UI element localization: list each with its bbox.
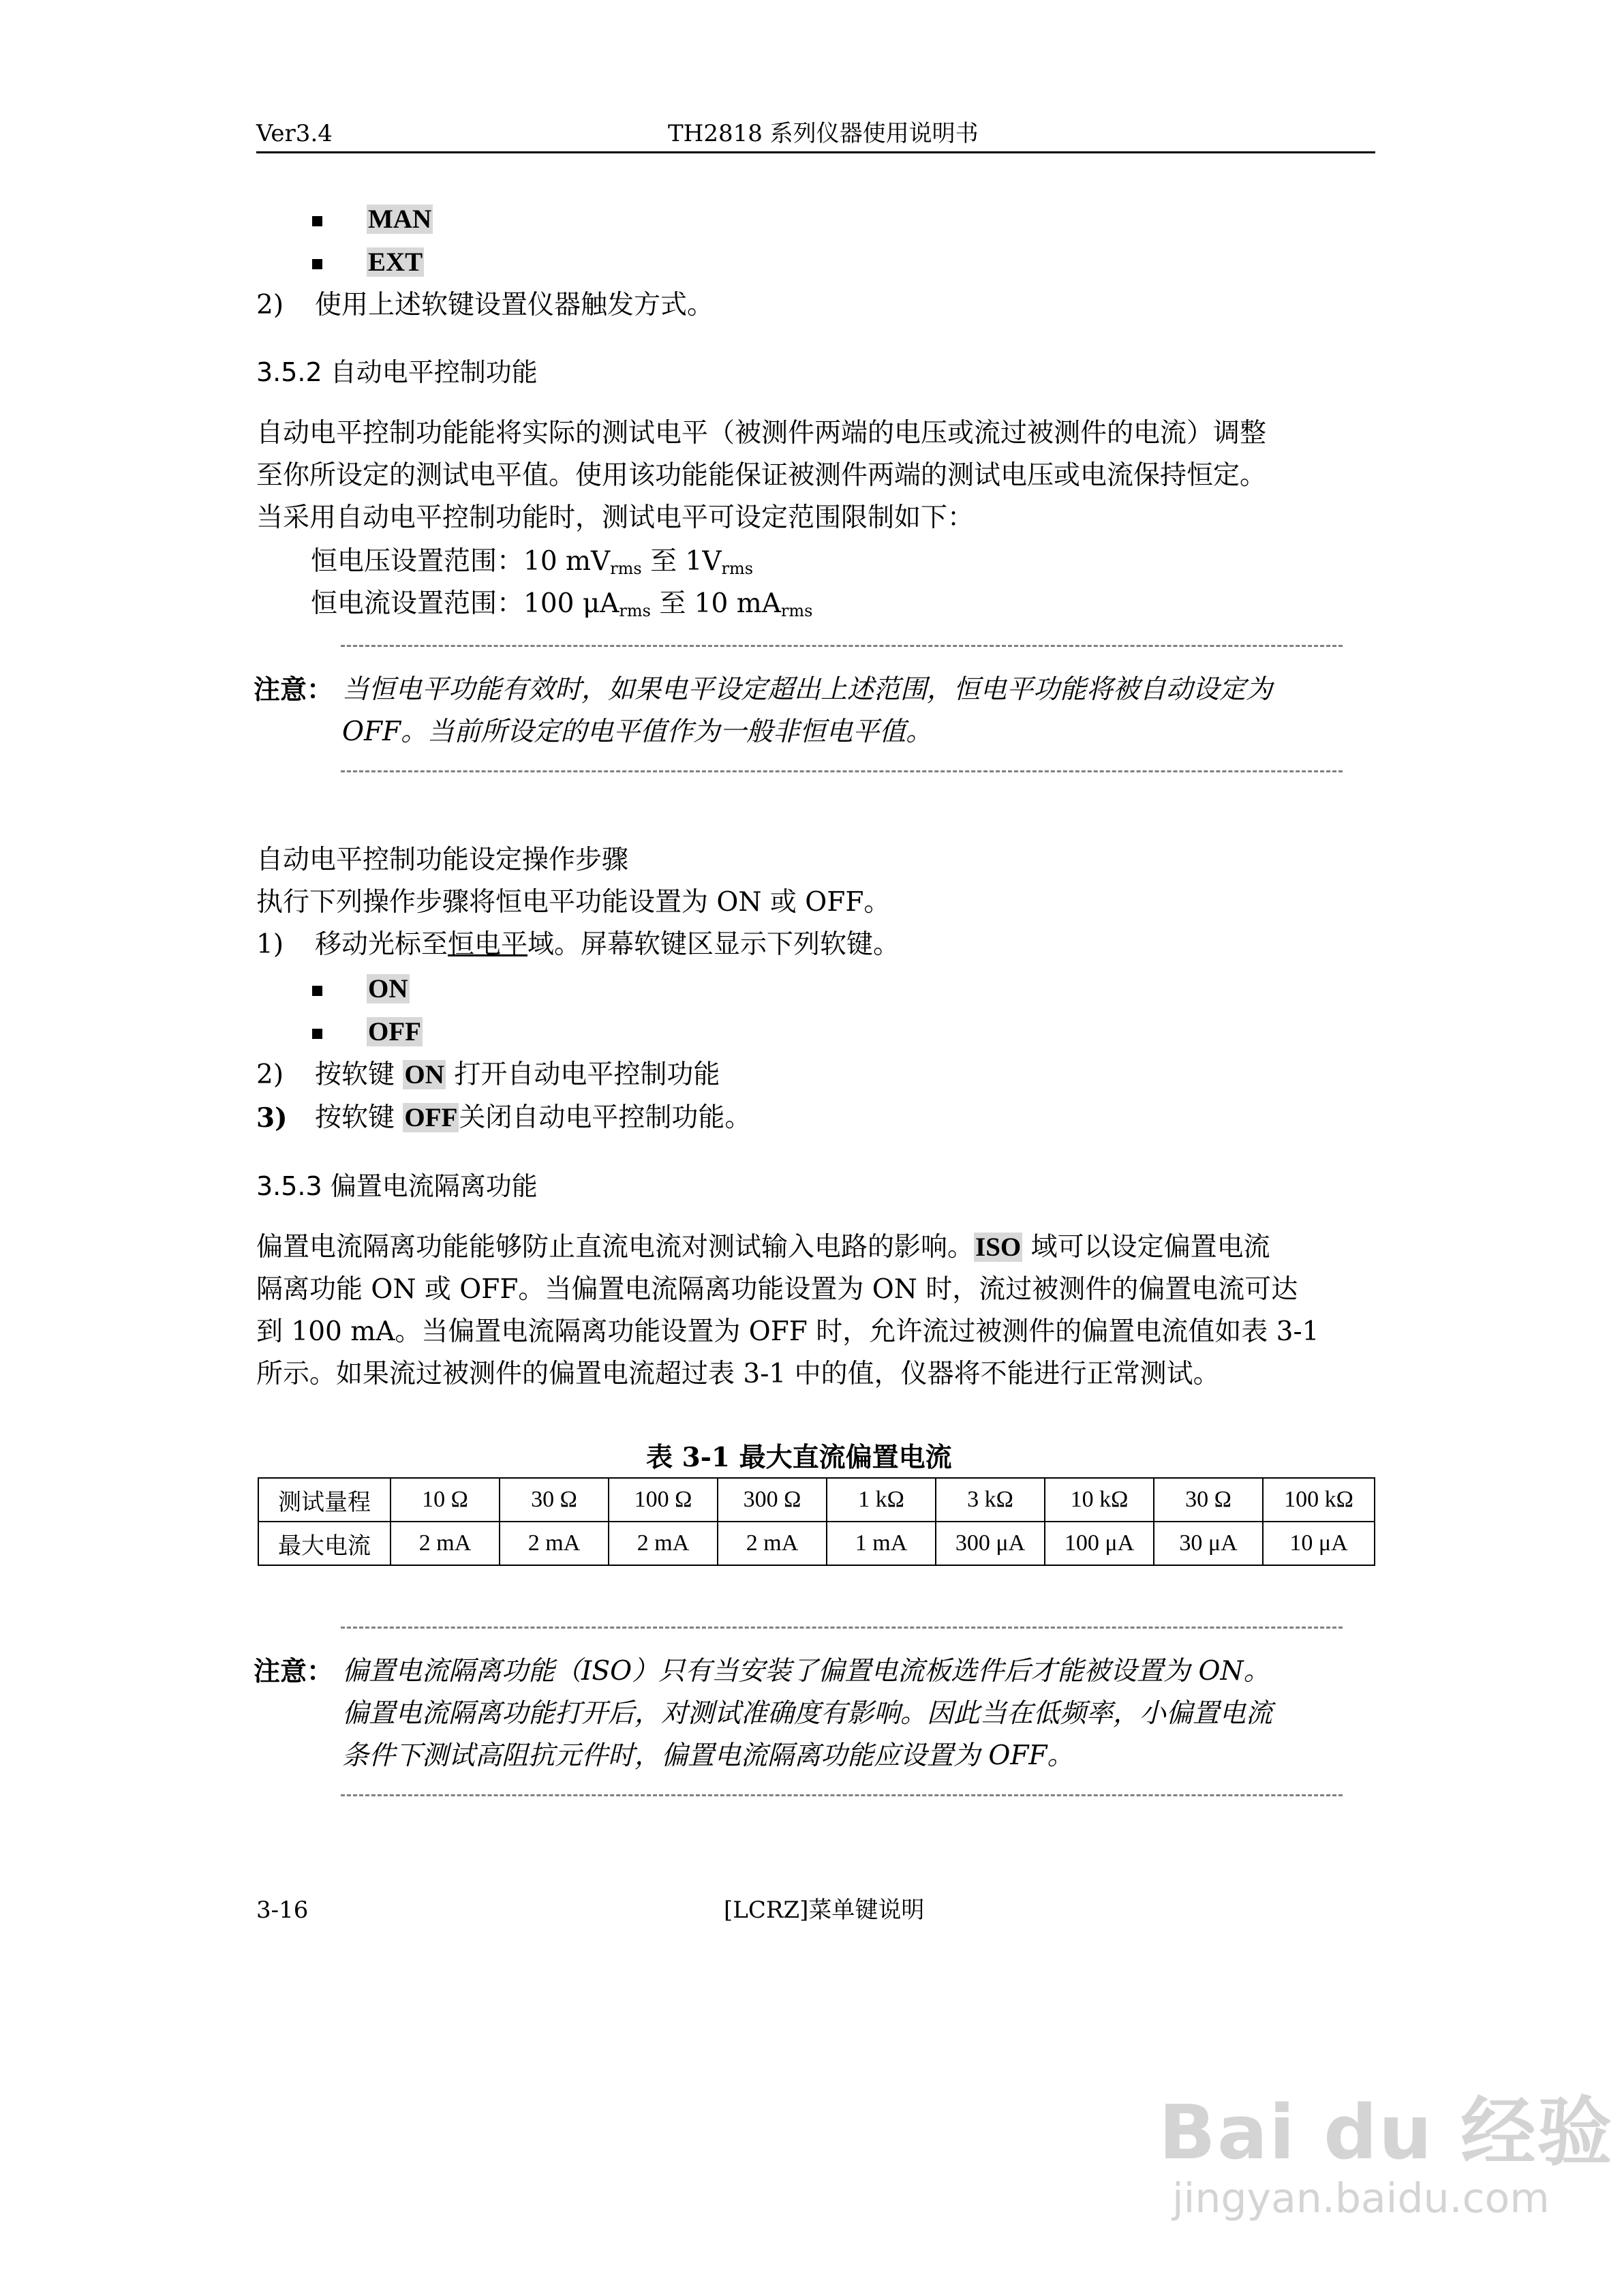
step-number: 2) (256, 1059, 284, 1090)
table-cell: 2 mA (391, 1522, 500, 1565)
table-cell: 10 μA (1263, 1522, 1375, 1565)
step-text: 移动光标至恒电平域。屏幕软键区显示下列软键。 (315, 929, 900, 960)
note-line: 条件下测试高阻抗元件时，偏置电流隔离功能应设置为 OFF。 (342, 1740, 1074, 1771)
table-cell: 100 Ω (609, 1478, 718, 1522)
voltage-range: 恒电压设置范围：10 $mV_{rms}$ 至 $1V_{rms}$ (311, 546, 754, 578)
paragraph-line: 到 100 mA。当偏置电流隔离功能设置为 OFF 时，允许流过被测件的偏置电流值如表 3-1 (256, 1316, 1319, 1347)
table-cell: 1 kΩ (827, 1478, 936, 1522)
procedure-intro: 执行下列操作步骤将恒电平功能设置为 ON 或 OFF。 (256, 887, 891, 918)
bullet-icon (312, 216, 322, 226)
paragraph-line: 隔离功能 ON 或 OFF。当偏置电流隔离功能设置为 ON 时，流过被测件的偏置电流可达 (256, 1274, 1298, 1305)
section-heading-iso: 3.5.3 偏置电流隔离功能 (256, 1171, 538, 1201)
table-row (258, 1522, 1375, 1565)
table-cell: 30 Ω (1154, 1478, 1263, 1522)
table-cell: 10 Ω (391, 1478, 500, 1522)
footer-section: [LCRZ]菜单键说明 (724, 1897, 925, 1924)
table-cell: 2 mA (500, 1522, 609, 1565)
softkey-ext: EXT (368, 247, 423, 277)
table-row-header: 最大电流 (258, 1522, 391, 1565)
note-label: 注意： (254, 674, 334, 706)
paragraph-line: 自动电平控制功能能将实际的测试电平（被测件两端的电压或流过被测件的电流）调整 (256, 418, 1267, 449)
current-range: 恒电流设置范围：100 $\mu A_{rms}$ 至 10 $mA_{rms}$ (311, 588, 813, 620)
table-cell: 100 kΩ (1263, 1478, 1375, 1522)
paragraph-line: 所示。如果流过被测件的偏置电流超过表 3-1 中的值，仪器将不能进行正常测试。 (256, 1359, 1220, 1389)
footer-page-number: 3-16 (256, 1897, 309, 1924)
paragraph-line: 当采用自动电平控制功能时，测试电平可设定范围限制如下： (256, 502, 975, 533)
step-number: 3) (256, 1102, 288, 1134)
bullet-icon (312, 1029, 322, 1039)
note-line: 偏置电流隔离功能打开后，对测试准确度有影响。因此当在低频率，小偏置电流 (342, 1698, 1273, 1729)
watermark-url: jingyan.baidu.com (1172, 2175, 1550, 2222)
step-text: 使用上述软键设置仪器触发方式。 (315, 290, 714, 320)
header-version: Ver3.4 (256, 120, 333, 147)
table-cell: 100 μA (1045, 1522, 1154, 1565)
dashed-divider (341, 770, 1343, 772)
watermark-logo: Bai du 经验 (1159, 2089, 1614, 2176)
table-row (258, 1478, 1375, 1522)
table-cell: 30 μA (1154, 1522, 1263, 1565)
table-row-header: 测试量程 (258, 1478, 391, 1522)
field-name: 恒电平 (448, 929, 528, 960)
note-line: 当恒电平功能有效时，如果电平设定超出上述范围，恒电平功能将被自动设定为 (342, 674, 1273, 705)
note-label: 注意： (254, 1656, 334, 1687)
dashed-divider (341, 645, 1343, 647)
step-text: 按软键 ON 打开自动电平控制功能 (315, 1059, 720, 1090)
note-line: 偏置电流隔离功能（ISO）只有当安装了偏置电流板选件后才能被设置为 ON。 (342, 1656, 1270, 1687)
dashed-divider (341, 1794, 1343, 1796)
paragraph-line: 至你所设定的测试电平值。使用该功能能保证被测件两端的测试电压或电流保持恒定。 (256, 460, 1267, 491)
bullet-icon (312, 986, 322, 996)
softkey-off: OFF (368, 1017, 421, 1046)
table-cell: 10 kΩ (1045, 1478, 1154, 1522)
note-line: OFF。当前所设定的电平值作为一般非恒电平值。 (342, 716, 933, 747)
header-title: TH2818 系列仪器使用说明书 (668, 120, 979, 147)
max-dc-bias-table (258, 1477, 1375, 1566)
table-cell: 2 mA (718, 1522, 827, 1565)
procedure-title: 自动电平控制功能设定操作步骤 (256, 845, 629, 875)
table-cell: 30 Ω (500, 1478, 609, 1522)
softkey-on: ON (368, 974, 408, 1003)
section-heading-alc: 3.5.2 自动电平控制功能 (256, 357, 538, 387)
header-rule (256, 151, 1375, 153)
dashed-divider (341, 1627, 1343, 1629)
softkey-man: MAN (368, 205, 432, 234)
step-text: 按软键 OFF关闭自动电平控制功能。 (315, 1102, 752, 1133)
table-cell: 1 mA (827, 1522, 936, 1565)
paragraph-line: 偏置电流隔离功能能够防止直流电流对测试输入电路的影响。ISO 域可以设定偏置电流 (256, 1232, 1270, 1263)
bullet-icon (312, 259, 322, 269)
table-cell: 3 kΩ (936, 1478, 1045, 1522)
table-cell: 300 Ω (718, 1478, 827, 1522)
step-number: 1) (256, 929, 284, 960)
step-number: 2) (256, 290, 284, 320)
table-cell: 300 μA (936, 1522, 1045, 1565)
table-cell: 2 mA (609, 1522, 718, 1565)
table-caption: 表 3-1 最大直流偏置电流 (646, 1442, 952, 1473)
